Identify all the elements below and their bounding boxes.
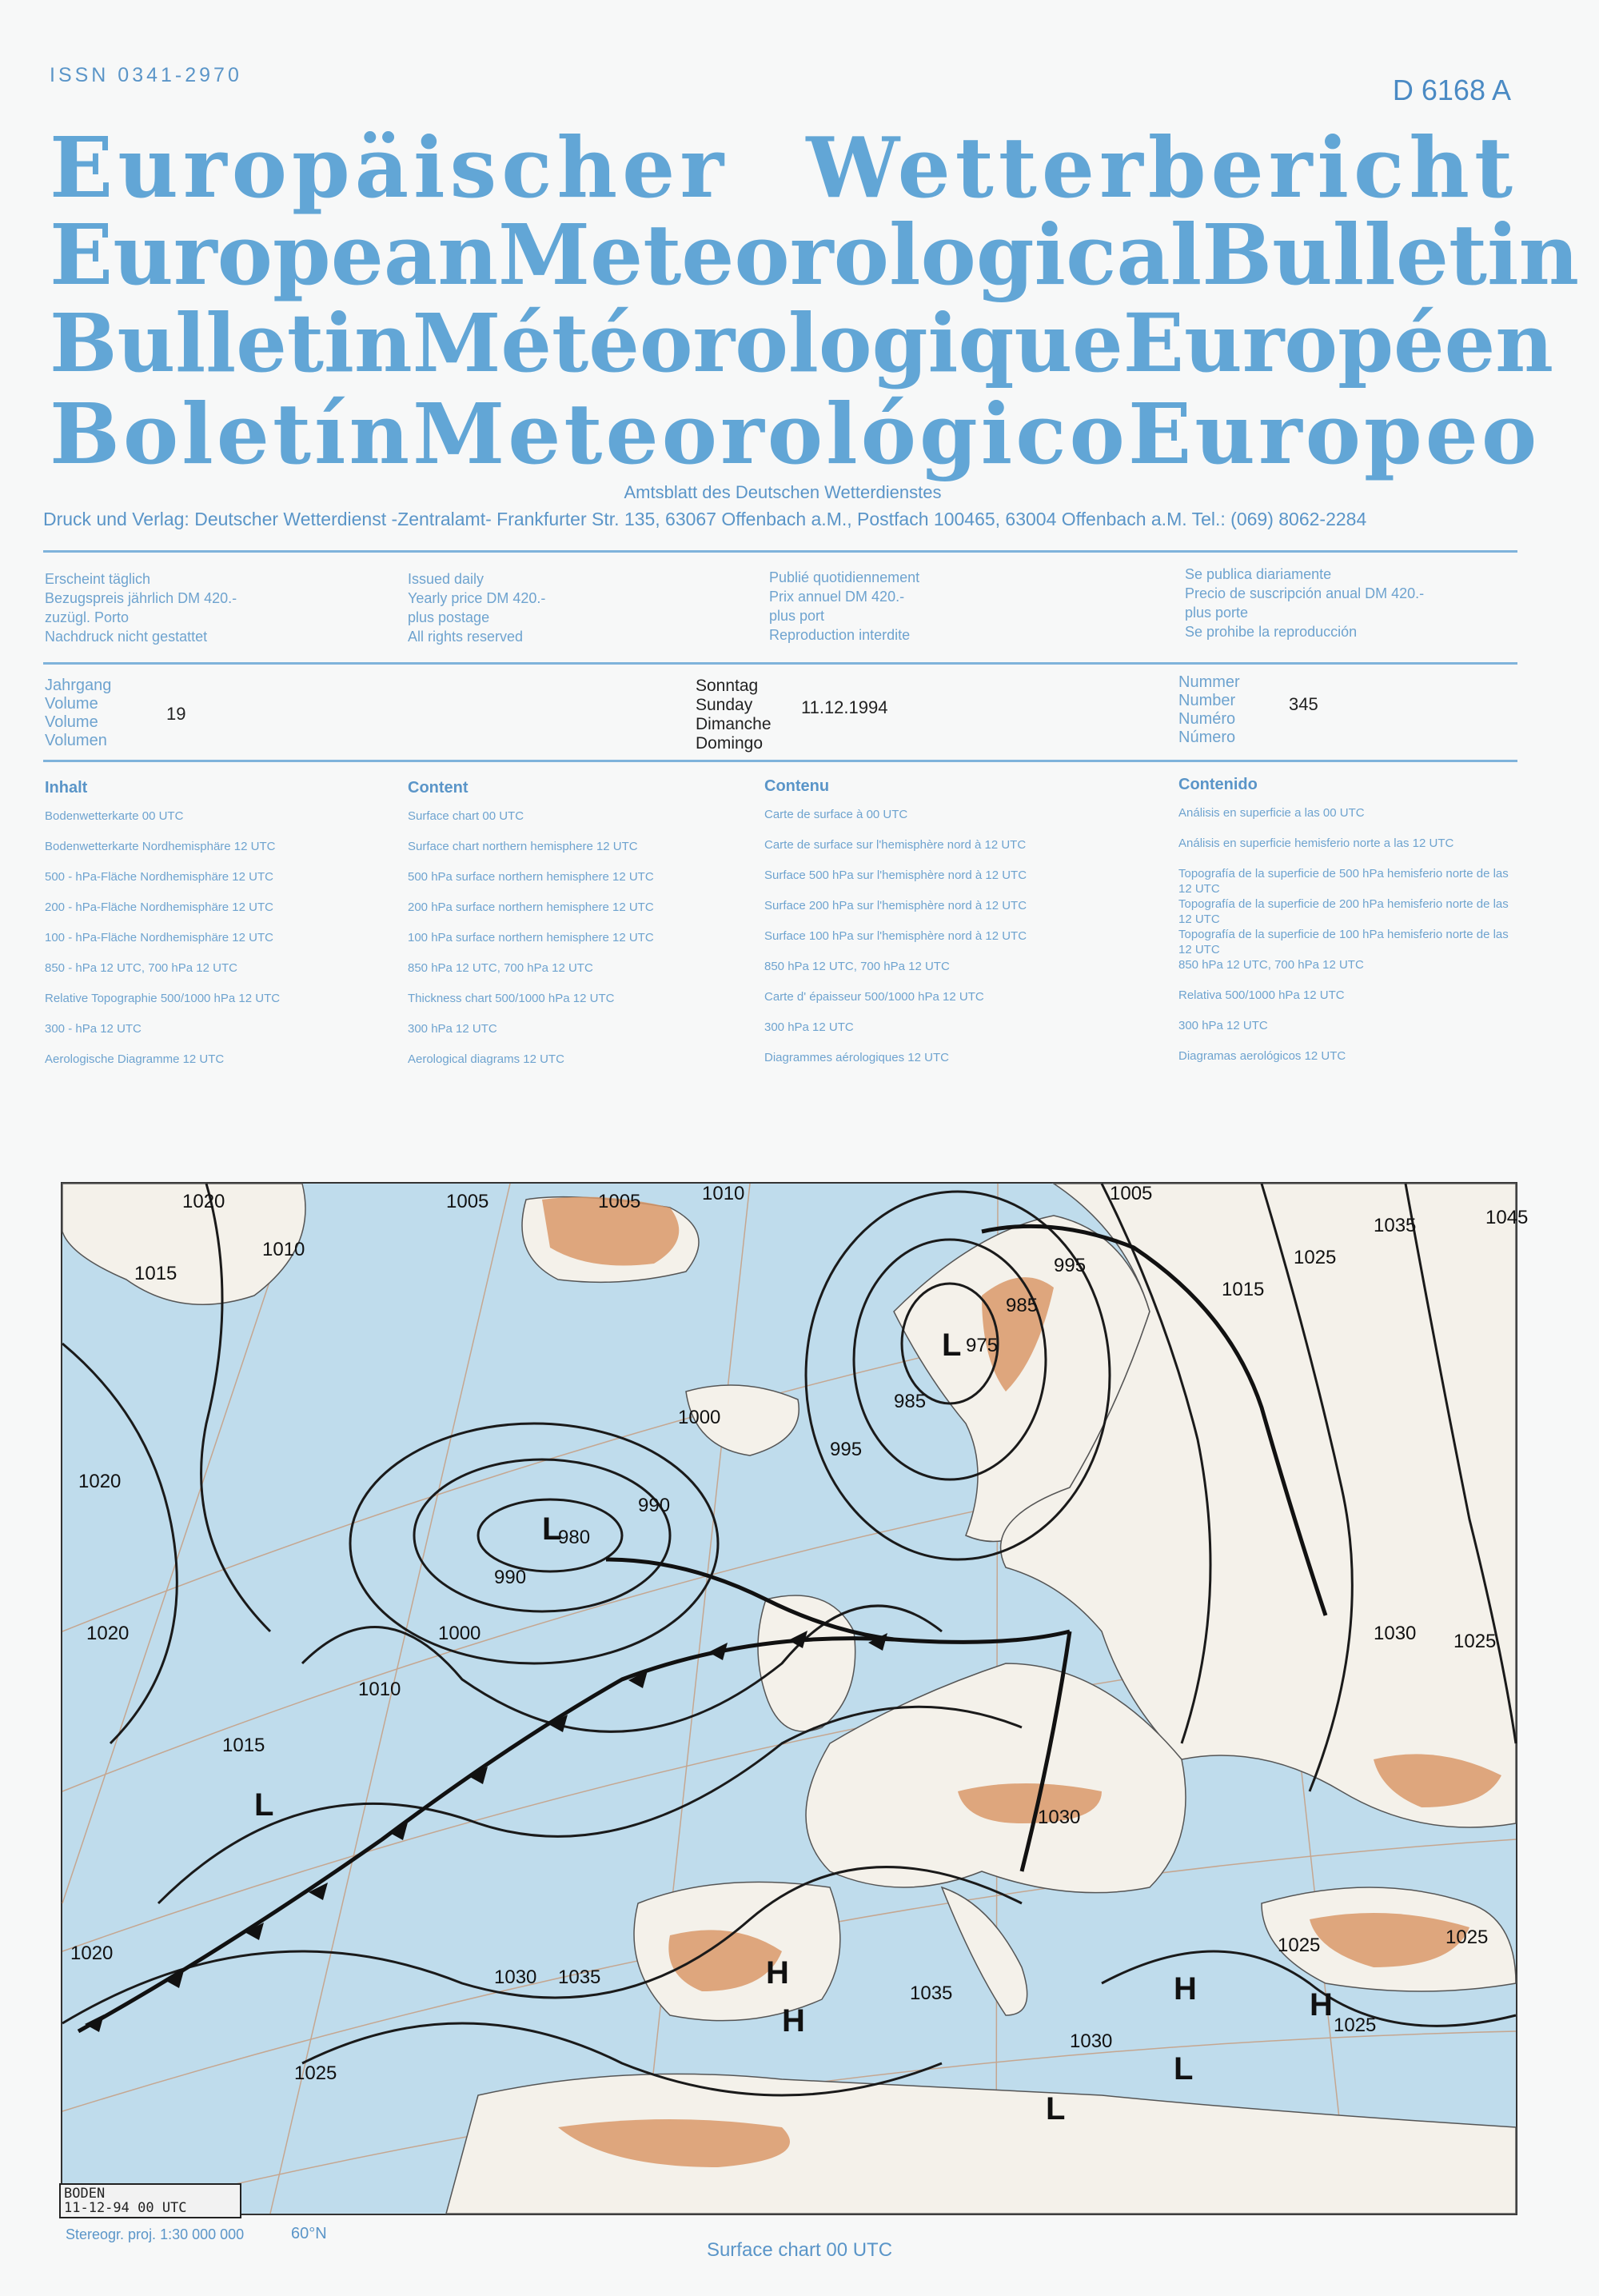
contents-item: 850 hPa 12 UTC, 700 hPa 12 UTC <box>408 961 593 975</box>
subscription-line: Yearly price DM 420.- <box>408 590 546 606</box>
issue-number: 345 <box>1289 694 1318 714</box>
contents-german <box>45 779 381 1082</box>
isobar-label: 1020 <box>86 1623 130 1644</box>
divider <box>43 760 1517 762</box>
contents-item: Surface chart 00 UTC <box>408 809 524 823</box>
volume-label: Jahrgang <box>45 677 112 694</box>
title-word: Météorologique <box>412 296 1123 390</box>
subscription-line: plus port <box>769 608 825 624</box>
number-label: Número <box>1178 729 1236 746</box>
day-label: Domingo <box>696 734 764 753</box>
contents-item: Relativa 500/1000 hPa 12 UTC <box>1178 988 1345 1002</box>
contents-item: 850 hPa 12 UTC, 700 hPa 12 UTC <box>1178 958 1364 972</box>
subscription-line: Se prohibe la reproducción <box>1185 624 1358 640</box>
publication-code: D 6168 A <box>1392 74 1511 106</box>
contents-item: Bodenwetterkarte Nordhemisphäre 12 UTC <box>45 840 276 853</box>
subscription-english <box>408 569 545 646</box>
low-pressure-center: L <box>254 1787 274 1823</box>
isobar-label: 985 <box>1006 1295 1039 1316</box>
isobar-label: 985 <box>894 1391 927 1412</box>
title-word: Europäischer <box>50 118 729 217</box>
isobar-label: 1035 <box>558 1967 601 1988</box>
subscription-line: All rights reserved <box>408 629 524 645</box>
isobar-label: 1035 <box>910 1983 953 2004</box>
subscription-line: zuzügl. Porto <box>45 609 130 625</box>
title-german <box>50 118 1517 217</box>
subscription-line: Se publica diariamente <box>1185 566 1332 582</box>
day-label: Sunday <box>696 696 753 714</box>
subscription-line: Issued daily <box>408 571 484 587</box>
contents-item: Carte de surface à 00 UTC <box>764 808 908 821</box>
contents-item: Surface 200 hPa sur l'hemisphère nord à 12 UTC <box>764 899 1027 912</box>
contents-item: 100 hPa surface northern hemisphere 12 UTC <box>408 931 654 944</box>
high-pressure-center: H <box>766 1955 789 1991</box>
contents-item: Relative Topographie 500/1000 hPa 12 UTC <box>45 992 281 1005</box>
isobar-label: 1030 <box>1038 1807 1081 1828</box>
isobar-label: 1005 <box>1110 1183 1153 1204</box>
number-labels <box>1178 673 1240 747</box>
contents-heading: Inhalt <box>45 779 88 797</box>
stamp-line: BODEN <box>64 2186 106 2202</box>
title-word: Européen <box>1122 296 1553 390</box>
subscription-spanish <box>1185 565 1424 641</box>
volume-label: Volume <box>45 695 98 713</box>
issn-number: ISSN 0341-2970 <box>50 64 242 86</box>
subscription-line: Bezugspreis jährlich DM 420.- <box>45 590 237 606</box>
contents-item: Carte de surface sur l'hemisphère nord à 12 UTC <box>764 838 1027 852</box>
contents-item: 300 hPa 12 UTC <box>1178 1019 1268 1032</box>
subscription-line: Nachdruck nicht gestattet <box>45 629 208 645</box>
isobar-label: 1045 <box>1485 1207 1529 1228</box>
isobar-label: 1025 <box>1294 1247 1337 1268</box>
title-spanish <box>50 385 1541 483</box>
contents-french <box>764 777 1148 1080</box>
low-pressure-center: L <box>542 1511 562 1547</box>
subscription-line: Reproduction interdite <box>769 627 911 643</box>
isobar-label: 990 <box>638 1495 671 1516</box>
low-pressure-center: L <box>942 1328 962 1363</box>
projection-note: Stereogr. proj. 1:30 000 000 <box>66 2226 245 2242</box>
isobar-label: 1025 <box>1445 1927 1489 1948</box>
amtsblatt-line: Amtsblatt des Deutschen Wetterdienstes <box>624 482 942 502</box>
contents-spanish <box>1178 776 1514 1079</box>
contents-item: 500 - hPa-Fläche Nordhemisphäre 12 UTC <box>45 870 273 884</box>
number-label: Nummer <box>1178 673 1240 691</box>
isobar-label: 1000 <box>678 1407 721 1428</box>
number-label: Number <box>1178 692 1236 709</box>
contents-item: 500 hPa surface northern hemisphere 12 UTC <box>408 870 654 884</box>
contents-item: 200 - hPa-Fläche Nordhemisphäre 12 UTC <box>45 900 273 914</box>
isobar-label: 1030 <box>494 1967 537 1988</box>
contents-item: Carte d' épaisseur 500/1000 hPa 12 UTC <box>764 990 984 1004</box>
isobar-label: 1005 <box>446 1191 489 1212</box>
subscription-line: plus porte <box>1185 605 1249 621</box>
isobar-label: 1020 <box>70 1943 114 1964</box>
isobar-label: 1010 <box>262 1239 305 1260</box>
isobar-label: 995 <box>1054 1255 1087 1276</box>
high-pressure-center: H <box>1174 1971 1197 2007</box>
title-word: Meteorológico <box>413 385 1128 483</box>
isobar-label: 1010 <box>702 1183 745 1204</box>
volume-labels <box>45 677 111 750</box>
isobar-label: 1025 <box>1453 1631 1497 1652</box>
contents-item: 200 hPa surface northern hemisphere 12 UTC <box>408 900 654 914</box>
isobar-label: 975 <box>966 1335 999 1356</box>
subscription-german <box>45 569 237 646</box>
low-pressure-center: L <box>1174 2051 1194 2086</box>
divider <box>43 550 1517 553</box>
number-label: Numéro <box>1178 710 1236 728</box>
contents-english <box>408 779 744 1082</box>
title-word: Bulletin <box>50 296 413 390</box>
contents-item: 300 hPa 12 UTC <box>408 1022 497 1036</box>
title-word: Europeo <box>1127 385 1541 483</box>
title-word: European <box>50 206 498 304</box>
stamp-line: 11-12-94 00 UTC <box>64 2200 187 2216</box>
isobar-label: 1030 <box>1070 2030 1113 2052</box>
volume-label: Volumen <box>45 732 107 749</box>
contents-item: Topografía de la superficie de 100 hPa hemisferio norte de las 12 UTC <box>1178 928 1509 956</box>
title-french <box>50 296 1553 390</box>
subscription-line: plus postage <box>408 609 490 625</box>
isobar-label: 1015 <box>134 1263 177 1284</box>
contents-item: 300 hPa 12 UTC <box>764 1020 854 1034</box>
volume-value: 19 <box>166 704 186 724</box>
low-pressure-center: L <box>1046 2091 1066 2126</box>
isobar-label: 990 <box>494 1567 527 1588</box>
subscription-line: Erscheint täglich <box>45 571 151 587</box>
title-english <box>50 206 1580 304</box>
title-word: Meteorological <box>497 206 1202 304</box>
publisher-line: Druck und Verlag: Deutscher Wetterdienst -Zentralamt- Frankfurter Str. 135, 63067 Offenbach a.M., Postfach 100465, 63004 Offenbach a.M. Tel.: (069) 8062-2284 <box>43 509 1367 529</box>
day-label: Sonntag <box>696 677 759 695</box>
high-pressure-center: H <box>1310 1987 1333 2022</box>
contents-item: Thickness chart 500/1000 hPa 12 UTC <box>408 992 615 1005</box>
contents-item: 850 hPa 12 UTC, 700 hPa 12 UTC <box>764 960 950 973</box>
subscription-line: Precio de suscripción anual DM 420.- <box>1185 585 1425 601</box>
contents-item: 850 - hPa 12 UTC, 700 hPa 12 UTC <box>45 961 237 975</box>
contents-item: 300 - hPa 12 UTC <box>45 1022 142 1036</box>
contents-item: Surface 100 hPa sur l'hemisphère nord à 12 UTC <box>764 929 1027 943</box>
isobar-label: 1025 <box>1334 2014 1377 2036</box>
isobar-label: 1000 <box>438 1623 481 1644</box>
surface-weather-map <box>61 1182 1529 2215</box>
contents-item: Diagrammes aérologiques 12 UTC <box>764 1051 949 1064</box>
volume-label: Volume <box>45 713 98 731</box>
title-word: Boletín <box>50 385 413 483</box>
title-word: Wetterbericht <box>806 118 1517 217</box>
chart-stamp <box>59 2183 241 2218</box>
contents-item: Aerological diagrams 12 UTC <box>408 1052 564 1066</box>
isobar-label: 1025 <box>294 2062 337 2084</box>
isobar-label: 1020 <box>78 1471 122 1492</box>
latitude-note: 60°N <box>291 2225 327 2242</box>
subscription-french <box>769 568 919 645</box>
contents-item: Surface 500 hPa sur l'hemisphère nord à 12 UTC <box>764 868 1027 882</box>
isobar-label: 1020 <box>182 1191 225 1212</box>
contents-heading: Contenu <box>764 777 830 795</box>
contents-heading: Contenido <box>1178 776 1258 793</box>
isobar-label: 1010 <box>358 1679 401 1700</box>
isobar-label: 1035 <box>1374 1215 1417 1236</box>
isobar-label: 980 <box>558 1527 591 1548</box>
high-pressure-center: H <box>782 2003 805 2038</box>
contents-item: Topografía de la superficie de 500 hPa hemisferio norte de las 12 UTC <box>1178 867 1509 896</box>
contents-item: 100 - hPa-Fläche Nordhemisphäre 12 UTC <box>45 931 273 944</box>
isobar-label: 1015 <box>1222 1279 1265 1300</box>
contents-item: Análisis en superficie hemisferio norte a las 12 UTC <box>1178 837 1454 850</box>
contents-item: Bodenwetterkarte 00 UTC <box>45 809 184 823</box>
isobar-label: 1005 <box>598 1191 641 1212</box>
day-labels <box>696 677 772 753</box>
contents-item: Análisis en superficie a las 00 UTC <box>1178 806 1365 820</box>
map-caption: Surface chart 00 UTC <box>706 2239 893 2261</box>
title-word: Bulletin <box>1202 206 1580 304</box>
issue-date: 11.12.1994 <box>801 697 888 717</box>
subscription-line: Publié quotidiennement <box>769 569 920 585</box>
isobar-label: 1015 <box>222 1735 265 1756</box>
isobar-label: 1030 <box>1374 1623 1417 1644</box>
contents-item: Aerologische Diagramme 12 UTC <box>45 1052 225 1066</box>
weather-map-canvas <box>62 1183 1529 2214</box>
divider <box>43 662 1517 665</box>
contents-item: Topografía de la superficie de 200 hPa hemisferio norte de las 12 UTC <box>1178 897 1509 926</box>
contents-item: Diagramas aerológicos 12 UTC <box>1178 1049 1346 1063</box>
contents-item: Surface chart northern hemisphere 12 UTC <box>408 840 638 853</box>
contents-heading: Content <box>408 779 469 797</box>
isobar-label: 995 <box>830 1439 863 1460</box>
subscription-line: Prix annuel DM 420.- <box>769 589 905 605</box>
isobar-label: 1025 <box>1278 1935 1321 1956</box>
day-label: Dimanche <box>696 715 772 733</box>
